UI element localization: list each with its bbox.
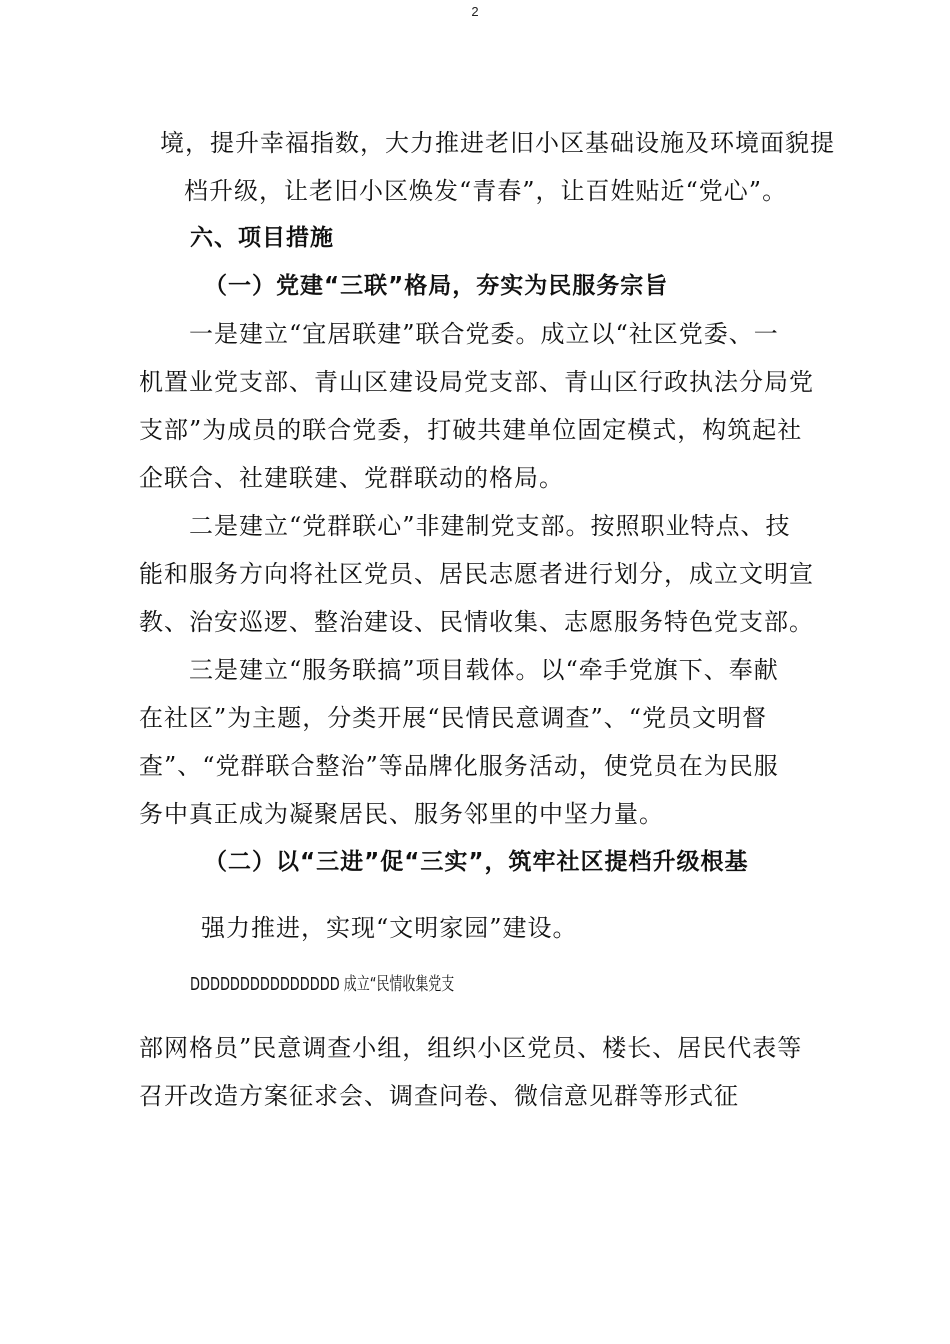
paragraph-line: 在社区”为主题，分类开展“民情民意调查”、“党员文明督 xyxy=(139,704,768,732)
paragraph-line: 查”、“党群联合整治”等品牌化服务活动，使党员在为民服 xyxy=(139,752,779,780)
paragraph-line: 机置业党支部、青山区建设局党支部、青山区行政执法分局党 xyxy=(139,368,814,396)
paragraph-line: 召开改造方案征求会、调查问卷、微信意见群等形式征 xyxy=(139,1082,739,1110)
paragraph-line: 务中真正成为凝聚居民、服务邻里的中坚力量。 xyxy=(139,800,664,828)
paragraph-line: 强力推进，实现“文明家园”建设。 xyxy=(201,914,578,942)
paragraph-line: 支部”为成员的联合党委，打破共建单位固定模式，构筑起社 xyxy=(139,416,803,444)
paragraph-line: 境，提升幸福指数，大力推进老旧小区基础设施及环境面貌提 xyxy=(160,129,835,157)
paragraph-line: 教、治安巡逻、整治建设、民情收集、志愿服务特色党支部。 xyxy=(139,608,814,636)
paragraph-line: 企联合、社建联建、党群联动的格局。 xyxy=(139,464,564,492)
paragraph-line: 能和服务方向将社区党员、居民志愿者进行划分，成立文明宣 xyxy=(139,560,814,588)
subsection-heading: （一）党建“三联”格局，夯实为民服务宗旨 xyxy=(204,273,669,299)
subsection-heading: （二）以“三进”促“三实”，筑牢社区提档升级根基 xyxy=(204,849,749,875)
paragraph-line: 二是建立“党群联心”非建制党支部。按照职业特点、技 xyxy=(189,512,791,540)
page-number: 2 xyxy=(471,4,479,19)
section-heading: 六、项目措施 xyxy=(190,225,334,251)
paragraph-line: 档升级，让老旧小区焕发“青春”，让百姓贴近“党心”。 xyxy=(184,177,788,205)
paragraph-line: 部网格员”民意调查小组，组织小区党员、楼长、居民代表等 xyxy=(139,1034,803,1062)
garbled-text-line: DDDDDDDDDDDDDDD 成立“民情收集党支 xyxy=(190,974,455,995)
paragraph-line: 三是建立“服务联搞”项目载体。以“牵手党旗下、奉献 xyxy=(189,656,779,684)
paragraph-line: 一是建立“宜居联建”联合党委。成立以“社区党委、一 xyxy=(189,320,779,348)
